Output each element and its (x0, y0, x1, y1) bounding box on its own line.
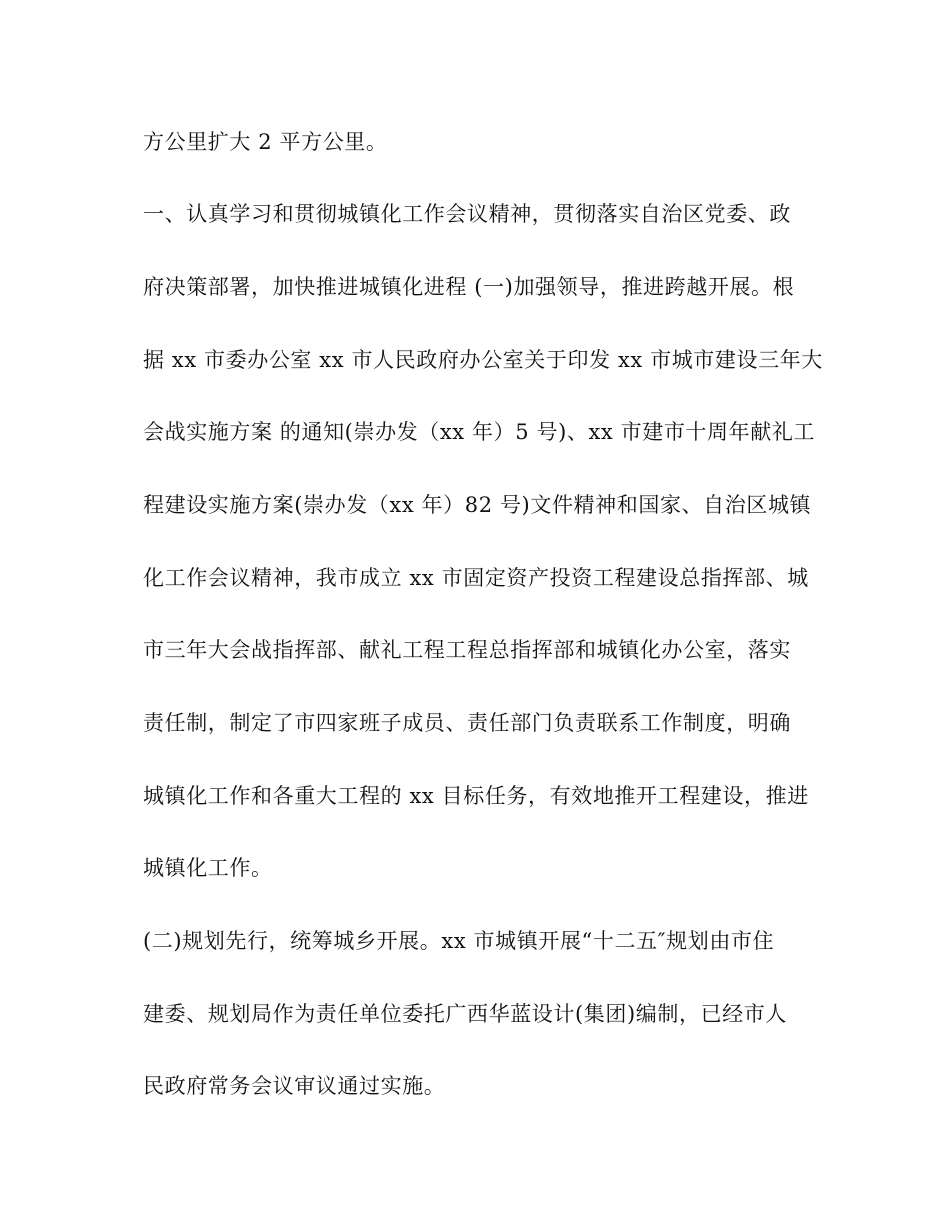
text-line-12: (二)规划先行，统筹城乡开展。xx 市城镇开展“十二五″规划由市住 (143, 929, 775, 953)
text-line-7: 化工作会议精神，我市成立 xx 市固定资产投资工程建设总指挥部、城 (143, 566, 809, 590)
text-line-4: 据 xx 市委办公室 xx 市人民政府办公室关于印发 xx 市城市建设三年大 (143, 348, 823, 372)
text-line-6: 程建设实施方案(崇办发（xx 年）82 号)文件精神和国家、自治区城镇 (143, 493, 812, 517)
text-line-2: 一、认真学习和贯彻城镇化工作会议精神，贯彻落实自治区党委、政 (143, 202, 791, 226)
text-line-10: 城镇化工作和各重大工程的 xx 目标任务，有效地推开工程建设，推进 (143, 784, 809, 808)
text-line-9: 责任制，制定了市四家班子成员、责任部门负责联系工作制度，明确 (143, 711, 791, 735)
text-line-8: 市三年大会战指挥部、献礼工程工程总指挥部和城镇化办公室，落实 (143, 638, 791, 662)
text-line-3: 府决策部署，加快推进城镇化进程 (一)加强领导，推进跨越开展。根 (143, 275, 795, 299)
text-line-11: 城镇化工作。 (143, 856, 273, 880)
text-line-14: 民政府常务会议审议通过实施。 (143, 1074, 446, 1098)
text-line-1: 方公里扩大 2 平方公里。 (143, 130, 388, 154)
text-line-13: 建委、规划局作为责任单位委托广西华蓝设计(集团)编制，已经市人 (143, 1002, 787, 1026)
text-line-5: 会战实施方案 的通知(崇办发（xx 年）5 号)、xx 市建市十周年献礼工 (143, 420, 816, 444)
